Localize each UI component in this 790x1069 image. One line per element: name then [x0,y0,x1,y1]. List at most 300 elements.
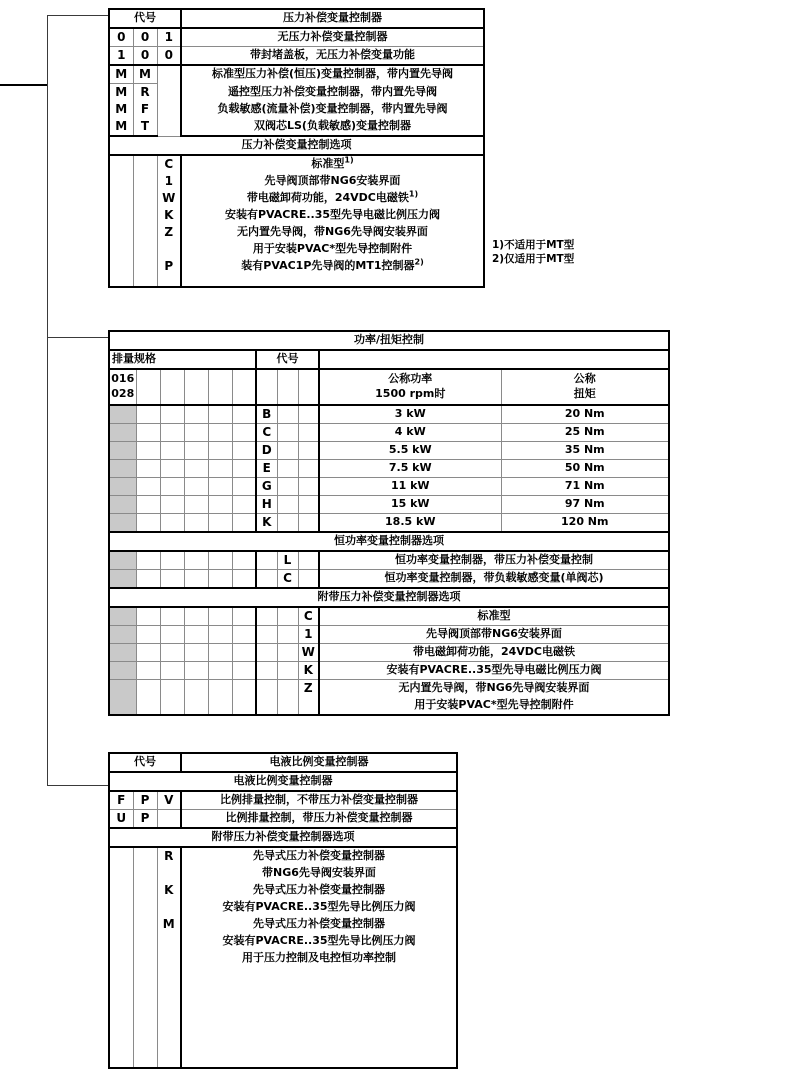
option-code-spacer [157,241,181,258]
spacer-cell [298,514,319,533]
spacer-cell [160,369,184,405]
spacer-cell [277,478,298,496]
spacer-cell [184,478,208,496]
spacer-cell [208,460,232,478]
code-cell-1: M [109,101,133,118]
spacer-cell [136,460,160,478]
spacer-cell [232,460,256,478]
option-description: 先导阀顶部带NG6安装界面 [181,173,484,190]
spacer-cell [136,570,160,589]
spacer-cell [136,626,160,644]
spacer-cell [160,460,184,478]
tail-cell-3 [157,275,181,287]
table-row [109,967,457,1061]
spacer-cell [277,644,298,662]
spacer-cell [232,680,256,698]
spacer-cell [232,697,256,715]
power-code: D [256,442,277,460]
spacer-cell [277,514,298,533]
attached-code: Z [298,680,319,698]
option-code: 1 [157,173,181,190]
spacer-cell [160,697,184,715]
table-row [109,136,484,155]
power-value: 4 kW [319,424,501,442]
torque-value: 20 Nm [501,405,669,424]
spacer-cell [256,697,277,715]
attached-code: W [298,644,319,662]
code-cell-2: 0 [133,47,157,66]
torque-value: 97 Nm [501,496,669,514]
tail-cell-1 [109,275,133,287]
code-cell-1: 0 [109,28,133,47]
table-row [109,753,457,772]
spacer-cell [298,551,319,570]
spacer-cell [160,626,184,644]
table2-title: 功率/扭矩控制 [109,331,669,350]
code-cell-2: R [133,84,157,102]
option-code: R [157,847,181,865]
table-row [109,350,669,369]
table-row [109,173,484,190]
option-description: 标准型$^{1)}$ [181,155,484,173]
table-row [109,9,484,28]
table-row [109,65,484,84]
option-code-spacer [157,933,181,950]
code-cell-3: V [157,791,181,810]
displacement-marker [109,626,136,644]
table-row [109,810,457,829]
table-row [109,551,669,570]
spacer-cell [277,697,298,715]
footnote-1: 1)不适用于MT型 [492,239,575,251]
code-cell-2: P [133,810,157,829]
table-row [109,258,484,275]
spacer-cell [184,442,208,460]
row-description: 遥控型压力补偿变量控制器，带内置先导阀 [181,84,484,102]
spacer-cell [256,551,277,570]
attached-description: 无内置先导阀，带NG6先导阀安装界面 [319,680,669,698]
const-power-code: C [277,570,298,589]
spacer-cell [136,424,160,442]
table-row [109,916,457,933]
spacer-cell [160,424,184,442]
power-value: 18.5 kW [319,514,501,533]
attached-code-spacer [298,697,319,715]
const-power-description: 恒功率变量控制器，带负载敏感变量(单阀芯) [319,570,669,589]
option-description: 安装有PVACRE..35型先导电磁比例压力阀 [181,207,484,224]
spacer-cell [184,626,208,644]
spacer-cell [136,662,160,680]
spacer-cell [208,514,232,533]
spacer-cell [208,626,232,644]
spacer-cell [160,478,184,496]
option-description: 先导式压力补偿变量控制器 [181,882,457,899]
table-row [109,626,669,644]
tail-cell-1 [109,1061,133,1068]
spacer-cell [232,514,256,533]
code-cell-2: 0 [133,28,157,47]
spacer-cell [208,496,232,514]
spacer-cell [232,424,256,442]
table-row [109,828,457,847]
torque-value: 71 Nm [501,478,669,496]
spacer-cell [232,607,256,626]
bracket-input-stub [0,84,48,86]
option-code: M [157,916,181,933]
attached-code: 1 [298,626,319,644]
row-description: 比例排量控制，不带压力补偿变量控制器 [181,791,457,810]
spacer-cell [277,662,298,680]
table-row [109,28,484,47]
code-cell-2: T [133,118,157,136]
code-cell-1: 1 [109,47,133,66]
spacer-cell [160,551,184,570]
spacer-cell [208,662,232,680]
option-code: Z [157,224,181,241]
code-cell-3: 0 [157,47,181,66]
table-row [109,496,669,514]
displacement-marker [109,697,136,715]
option-code: K [157,207,181,224]
table-row [109,224,484,241]
row-description: 无压力补偿变量控制器 [181,28,484,47]
spacer-cell [256,607,277,626]
spacer-cell [298,478,319,496]
torque-value: 120 Nm [501,514,669,533]
spacer-cell [298,442,319,460]
spacer-cell [184,570,208,589]
attached-description-cont: 用于安装PVAC*型先导控制附件 [319,697,669,715]
displacement-marker [109,644,136,662]
table-row [109,791,457,810]
spacer-cell [277,460,298,478]
spacer-cell [184,460,208,478]
spacer-cell [298,424,319,442]
spacer-cell [298,460,319,478]
displacement-sizes [109,369,136,405]
attached-description: 带电磁卸荷功能，24VDC电磁铁 [319,644,669,662]
spacer-cell [277,442,298,460]
spacer-cell [136,514,160,533]
table3-title: 电液比例变量控制器 [181,753,457,772]
power-value: 5.5 kW [319,442,501,460]
option-code: W [157,190,181,207]
bracket-branch-table2 [47,337,109,338]
table-row [109,1061,457,1068]
power-code: B [256,405,277,424]
torque-value: 25 Nm [501,424,669,442]
spacer-cell [208,551,232,570]
code-cell-1: M [109,65,133,84]
table-row [109,405,669,424]
spacer-cell [136,478,160,496]
displacement-marker [109,405,136,424]
spacer-cell [208,478,232,496]
code-cell-2: F [133,101,157,118]
option-description-cont: 用于压力控制及电控恒功率控制 [181,950,457,967]
spacer-cell [136,496,160,514]
table3-section-title: 电液比例变量控制器 [109,772,457,791]
option-description: 无内置先导阀，带NG6先导阀安装界面 [181,224,484,241]
torque-value: 35 Nm [501,442,669,460]
spacer-cell [298,405,319,424]
spacer-cell [184,644,208,662]
row-description: 比例排量控制，带压力补偿变量控制器 [181,810,457,829]
power-value: 3 kW [319,405,501,424]
spacer-cell [232,405,256,424]
table-row [109,697,669,715]
code-cell-1: M [109,118,133,136]
table-row [109,369,669,405]
tail-cell-4 [181,275,484,287]
table1-title: 压力补偿变量控制器 [181,9,484,28]
code-cell-1: M [109,84,133,102]
spacer-cell [208,424,232,442]
power-code: H [256,496,277,514]
spacer-cell [160,570,184,589]
power-header-line1: 公称功率 [388,372,433,386]
option-description: 先导式压力补偿变量控制器 [181,847,457,865]
footnote-2: 2)仅适用于MT型 [492,253,575,266]
spacer-cell [277,680,298,698]
spacer-cell [208,680,232,698]
code-cell-1: U [109,810,133,829]
option-code: K [157,882,181,899]
attached-description: 先导阀顶部带NG6安装界面 [319,626,669,644]
table3-code-header: 代号 [109,753,181,772]
spacer-cell-1 [109,155,133,275]
table-electrohydraulic-proportional-controller [108,752,458,1069]
spacer-cell [184,697,208,715]
code-cell-3: 1 [157,28,181,47]
spacer-cell [256,680,277,698]
attached-description: 安装有PVACRE..35型先导电磁比例压力阀 [319,662,669,680]
displacement-marker [109,662,136,680]
table-row [109,155,484,173]
table-row [109,882,457,899]
code-cell-2: M [133,65,157,84]
spacer-cell [184,405,208,424]
option-description: 先导式压力补偿变量控制器 [181,916,457,933]
spacer-cell [277,405,298,424]
spacer-cell [298,369,319,405]
table-row [109,532,669,551]
code-cell-1: F [109,791,133,810]
table-row [109,588,669,607]
table-row [109,933,457,950]
displacement-marker [109,680,136,698]
table-row [109,331,669,350]
option-description: 装有PVAC1P先导阀的MT1控制器$^{2)}$ [181,258,484,275]
power-value: 7.5 kW [319,460,501,478]
spacer-cell [208,644,232,662]
spacer-cell [298,570,319,589]
bracket-vertical-line [47,15,48,786]
spacer-cell [256,662,277,680]
displacement-marker [109,496,136,514]
displacement-marker [109,607,136,626]
table-row [109,275,484,287]
code-header: 代号 [256,350,319,369]
spacer-cell [184,496,208,514]
option-description-tail [181,967,457,1061]
spacer-cell [298,496,319,514]
tail-cell-2 [133,275,157,287]
spacer-cell [232,551,256,570]
attached-code: K [298,662,319,680]
spacer-cell [136,442,160,460]
table-row [109,190,484,207]
table-row [109,442,669,460]
table-row [109,644,669,662]
table-row [109,514,669,533]
spacer-cell [232,626,256,644]
spacer-cell [208,405,232,424]
spacer-cell [277,369,298,405]
displacement-marker [109,442,136,460]
option-code-tail [157,967,181,1061]
spacer-cell [256,570,277,589]
tail-cell-2 [133,1061,157,1068]
spacer-cell-2 [133,155,157,275]
size-016: 016 [111,372,135,386]
power-code: K [256,514,277,533]
table-row [109,460,669,478]
spacer-cell [136,405,160,424]
const-power-code: L [277,551,298,570]
row-description: 带封堵盖板，无压力补偿变量功能 [181,47,484,66]
table-row [109,865,457,882]
displacement-header: 排量规格 [109,350,256,369]
option-description-cont: 安装有PVACRE..35型先导比例压力阀 [181,933,457,950]
spacer-cell [232,644,256,662]
option-code: C [157,155,181,173]
power-code: C [256,424,277,442]
table-row [109,680,669,698]
option-code-spacer [157,899,181,916]
option-code-spacer [157,865,181,882]
spacer-cell [277,626,298,644]
table-row [109,47,484,66]
displacement-marker [109,514,136,533]
table-row [109,950,457,967]
row-description: 标准型压力补偿(恒压)变量控制器，带内置先导阀 [181,65,484,84]
option-code: P [157,258,181,275]
spacer-cell [232,496,256,514]
spacer-cell [232,369,256,405]
spacer-cell [160,442,184,460]
option-description: 带电磁卸荷功能，24VDC电磁铁$^{1)}$ [181,190,484,207]
option-description-cont: 安装有PVACRE..35型先导比例压力阀 [181,899,457,916]
footnotes-block [492,238,574,266]
power-column-header [319,369,501,405]
option-description-cont: 带NG6先导阀安装界面 [181,865,457,882]
displacement-marker [109,570,136,589]
spacer-cell [136,607,160,626]
spacer-cell [184,424,208,442]
spacer-cell [136,680,160,698]
table-row [109,570,669,589]
spacer-cell [256,644,277,662]
spacer-cell [160,514,184,533]
spacer-cell [232,442,256,460]
spacer-cell [160,607,184,626]
spacer-cell [160,662,184,680]
power-value: 11 kW [319,478,501,496]
attached-options-title: 附带压力补偿变量控制器选项 [109,588,669,607]
spacer-cell [208,607,232,626]
spacer-cell [184,607,208,626]
torque-header-line1: 公称 [573,372,596,386]
row-description: 负载敏感(流量补偿)变量控制器，带内置先导阀 [181,101,484,118]
spacer-cell [160,644,184,662]
spacer-cell [232,478,256,496]
spacer-cell [232,662,256,680]
spacer-cell [136,551,160,570]
torque-value: 50 Nm [501,460,669,478]
table1-options-title: 压力补偿变量控制选项 [109,136,484,155]
displacement-marker [109,551,136,570]
const-power-title: 恒功率变量控制器选项 [109,532,669,551]
spacer-cell [232,570,256,589]
option-description-cont: 用于安装PVAC*型先导控制附件 [181,241,484,258]
spacer-cell [184,514,208,533]
spacer-cell [136,697,160,715]
spacer-cell [136,369,160,405]
displacement-marker [109,478,136,496]
tail-cell-3 [157,1061,181,1068]
code-cell-2: P [133,791,157,810]
displacement-marker [109,424,136,442]
spacer-cell [277,607,298,626]
bracket-branch-table3 [47,785,109,786]
spacer-cell [184,369,208,405]
displacement-marker [109,460,136,478]
bracket-branch-table1 [47,15,109,16]
code-cell-3 [157,810,181,829]
spacer-cell [184,551,208,570]
desc-header-blank [319,350,669,369]
power-code: E [256,460,277,478]
attached-code: C [298,607,319,626]
spacer-cell [208,369,232,405]
table-row [109,662,669,680]
table-row [109,424,669,442]
row-description: 双阀芯LS(负载敏感)变量控制器 [181,118,484,136]
spacer-cell [160,496,184,514]
option-code-spacer [157,950,181,967]
spacer-cell [208,570,232,589]
table-row [109,899,457,916]
spacer-cell [256,369,277,405]
spacer-cell [184,680,208,698]
spacer-cell [160,405,184,424]
spacer-cell [136,644,160,662]
size-028: 028 [111,387,135,400]
spacer-cell [184,662,208,680]
power-header-line2: 1500 rpm时 [375,387,446,400]
table-row [109,772,457,791]
spacer-cell [208,442,232,460]
code-cell-3 [157,65,181,136]
power-value: 15 kW [319,496,501,514]
spacer-cell [256,626,277,644]
table-pressure-compensated-controller [108,8,485,288]
tail-cell-4 [181,1061,457,1068]
power-code: G [256,478,277,496]
spacer-cell [277,424,298,442]
table-row [109,241,484,258]
